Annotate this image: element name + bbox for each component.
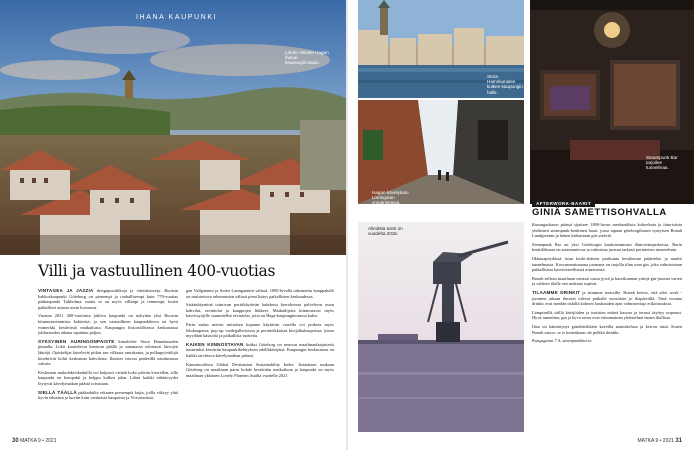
paragraph-text: Bonah sellaisi maailman mestari uusia jyviä ja kasvikunnan yrttejä gin-juomia varten ja valitsee tilalle sen mukaan sopivat. bbox=[532, 275, 682, 287]
paragraph-text: Steampunk Bar on yksi Göteborgin kuuluisimmista illanviettopaikoista. Barin henkilökunta on asiantuntevaa ja valmistaa juomat tarkasti perinteisin menetelmin. bbox=[532, 241, 682, 253]
paragraph-text: Kungsgatan 7 A, steampunkbar.se bbox=[532, 338, 592, 344]
paragraph-text: Kansainvälisen Global Destination Sustainability Index -listauksen mukaan Göteborg on maailman paras kohde kestävään matkailuun ja kaupunki on myös maailman ykkönen Lonely Planetin listalla vuodelle 2021. bbox=[186, 361, 334, 378]
sidebar-headline: GINIÄ SAMETTISOHVALLA bbox=[532, 207, 667, 218]
paragraph bbox=[186, 342, 334, 359]
harbor-crane-photo bbox=[358, 222, 524, 432]
page-number: 30 bbox=[12, 438, 19, 444]
paragraph bbox=[532, 290, 682, 307]
paragraph bbox=[38, 370, 178, 387]
paragraph-text: Vuonna 2021 400-vuotiasta juhliva kaupunki on nykyään yksi Ruotsin kiinnostavimmista kohteista, ja sen vastuullinen kaupunkikuva on hyvä esimerkki kestävästä matkailusta. Kaupungin historiallisessa keskustassa juhlavuoden aikana tapahtuu paljon. bbox=[38, 313, 178, 336]
main-photo-caption: Lähde retkelle Hagan ihanai-kaupunginosaan. bbox=[285, 50, 329, 66]
left-column-1 bbox=[38, 288, 178, 436]
paragraph bbox=[38, 313, 178, 335]
street-caption: Hagan kävelykatu Linnégatan ympäristössä. bbox=[372, 190, 409, 206]
page-number: 31 bbox=[675, 438, 682, 444]
paragraph bbox=[186, 322, 334, 339]
paragraph-text: Iltaa on hämärtynyt gönditteikkien kaveilla nautiskelusa ja kerron tästä. Kuten Bonah sanoo: se ei kuitenkaan ole pelkkä drinkki. bbox=[532, 323, 682, 335]
paragraph bbox=[186, 288, 334, 299]
paragraph-text: Lämpimillä säillä kävijöiden ja turistien määrä kasvaa ja terassi täyttyy nopeasti. Hyvä tunnelma, gin ja hyvä seura ovat erinomainen yhdistelmä ennen illallista. bbox=[532, 309, 682, 321]
paragraph-text: pääkaduilta erkanee pienempiä kujia, joilla viihtyy yhtä hyvin tehtaista ja kuviin kuin vanhoista kaupoista ja Victorianista. bbox=[38, 389, 178, 401]
paragraph-text: ja istumme terassille. Bonah kertoo, että after work -juomien aikaan ihmiset tulevat paikalle vuosittain jo iltapäivällä. Tänä vuonna drinkit ovat meidän tiskillä kolmen kuukauden ajan valmistettuja erikoisuuksia. bbox=[532, 289, 682, 307]
left-folio bbox=[12, 438, 56, 444]
paragraph bbox=[186, 362, 334, 379]
paragraph-text: Sisäänkäyntinä toimivan porttikäytävän kahdessa kerroksessa palvelevat useat kahvilat, ravintolat ja kauppojen liikkeet. Matkailijoita kiinnostavat myös kasvissyöjille suunnitellut ravintolat, joita on Haga-kaupunginosassa kaksi. bbox=[186, 302, 334, 319]
section-tag: AFTERWORK-BAARIT bbox=[532, 200, 595, 207]
paragraph bbox=[38, 288, 178, 310]
magazine-issue: MATKA 9 • 2021 bbox=[637, 438, 674, 444]
page-gutter bbox=[346, 0, 348, 450]
paragraph-text: gan Vallgatanin ja Sodra Larmgatanin välissä. 1800-luvulla rakennettu kauppahalli on muistettava rakennusten välissä pieni lisäys paikallisten keskuudessa. bbox=[186, 288, 334, 299]
paragraph-lead: SIELLÄ TÄÄLLÄ bbox=[38, 389, 77, 395]
canal-caption: Stora Hamnkanalen kulkee kaupungin halki. bbox=[487, 74, 523, 95]
paragraph bbox=[532, 256, 682, 273]
paragraph bbox=[532, 222, 682, 239]
paragraph bbox=[532, 324, 682, 335]
paragraph bbox=[532, 242, 682, 253]
paragraph-text: Ilkkunapöydässä istuu keski-ikäisen parikunta kesäloman päätteeksi ja nauttii tunnelmasta. Korvaamattomana juomana on tarjolla tilan oma gin, joka valmistetaan paikallisista kasvitieteellisistä ainesosista. bbox=[532, 255, 682, 273]
main-city-photo bbox=[0, 0, 346, 255]
paragraph-text: Kuningaskaton päässä sijaitsee 1800-luvun merkantilisia kokoelmia ja futuristista yhdistävä steampunk-henkinen baari, jossa tapaan göteborgilaisen syntyisen Bonah Lundgreenin ja hänen kaltaisiaan gin-ystäviä. bbox=[532, 222, 682, 239]
address-line bbox=[532, 338, 682, 344]
right-folio bbox=[638, 438, 682, 444]
paragraph bbox=[38, 339, 178, 367]
paragraph-text: Keskustan mukulakivikaduilla voi helposti viettää koko päivän kierrellen, sillä kaupunki on kompakti ja helppo kulkea jalan. Lähes kaikki nähtävyydet löytyvät kävelymatkan päästä toisistaan. bbox=[38, 369, 178, 386]
paragraph-lead: TILAAMME DRINKIT bbox=[532, 289, 581, 295]
paragraph bbox=[186, 302, 334, 319]
sidebar-body bbox=[532, 222, 682, 432]
crane-caption: Alimitsta toimi on vuodelta 2015. bbox=[368, 226, 403, 237]
article-headline: Villi ja vastuullinen 400-vuotias bbox=[38, 262, 276, 280]
paragraph bbox=[532, 276, 682, 287]
paragraph-lead: KAIKEN KIINNOSTAVAN bbox=[186, 341, 244, 347]
paragraph-text: kimaltelee Stora Hamnkanalen pinnalla. Lokit kaartelevat kanavan päällä ja satamassa odottavat laivojen lähtöjä. Opiskelijat kävelevät pitkin sen vilkasta rantakatua, ja polkupyöräilijät kiirehtivät kohti keskustan kahviloita. Ihmiset istuvat penkeillä nauttimassa valosta. bbox=[38, 338, 178, 367]
paragraph-text: designpuotikkoja ja viiniitistoreja. Ruotsin kakkoskaupunki Göteborg on pienempi ja rauhallisempi kuin 770-vuotias pääkaupunki Tukholma, mutta se on myös villimpi ja rennompi, kuten paikalliset asiasta usein kuvaavat. bbox=[38, 288, 178, 310]
bar-caption: Steampunk Bar tarjoilee tunnelmaa. bbox=[646, 155, 678, 171]
paragraph bbox=[38, 390, 178, 401]
paragraph-text: Parin sadan metrin mittaisen kujanne käytävän varrella voi poiketa myös lelukaupassa, pop up -taidegallerioissa ja perinteikkäissä kivijalkakaupoissa, joissa myydään käsitöitä ja paikallisia tuotteita. bbox=[186, 321, 334, 339]
left-column-2 bbox=[186, 288, 334, 436]
bar-photo bbox=[530, 0, 694, 204]
paragraph-text: lisäksi Göteborg on noussut maailmanlaajuisesti tunnetuksi kestävän kaupunkikehityksen edelläkävijänä. Kaupungin keskustassa on kaikki tarvittava kävelymatkan päässä. bbox=[186, 341, 334, 358]
street-photo bbox=[358, 100, 524, 204]
section-label: IHANA KAUPUNKI bbox=[136, 14, 218, 21]
paragraph-lead: VINTAGEA JA JAZZIA bbox=[38, 288, 94, 293]
paragraph-lead: SYKSYINEN AURINGONPAISTE bbox=[38, 338, 115, 344]
magazine-issue: MATKA 9 • 2021 bbox=[20, 438, 57, 444]
paragraph bbox=[532, 310, 682, 321]
